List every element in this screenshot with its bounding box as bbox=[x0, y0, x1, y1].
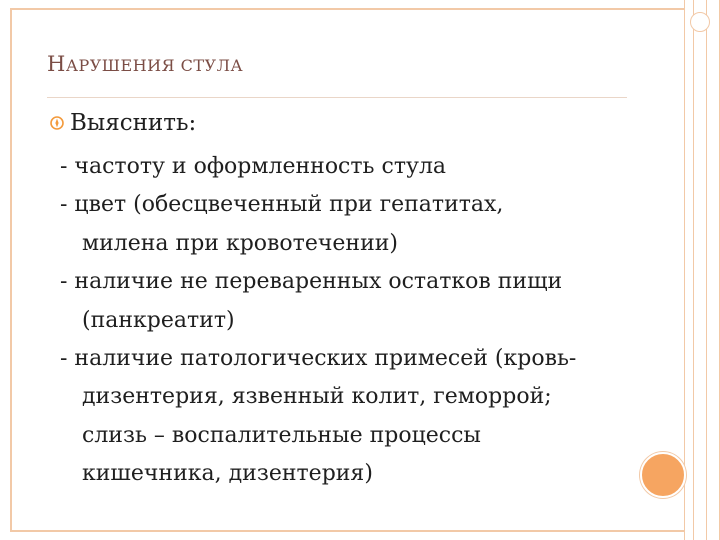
top-circle-icon bbox=[690, 12, 710, 32]
text-line: - наличие патологических примесей (кровь- bbox=[60, 345, 577, 371]
compass-bullet-icon bbox=[50, 116, 64, 130]
text-line: дизентерия, язвенный колит, геморрой; bbox=[82, 384, 552, 410]
text-line: милена при кровотечении) bbox=[82, 230, 398, 256]
text-line: - частоту и оформленность стула bbox=[60, 154, 447, 179]
slide-title bbox=[47, 52, 243, 76]
text-line: - наличие не переваренных остатков пищи bbox=[60, 269, 563, 295]
title-divider bbox=[47, 97, 627, 98]
text-line: кишечника, дизентерия) bbox=[82, 461, 373, 487]
text-line: слизь – воспалительные процессы bbox=[82, 422, 481, 448]
decorative-circle-icon bbox=[640, 452, 686, 498]
body-text bbox=[60, 148, 670, 494]
title-first-letter: Н bbox=[47, 52, 66, 76]
side-band-inner bbox=[693, 0, 707, 540]
bullet-label: Выяснить: bbox=[70, 110, 197, 136]
text-line: - цвет (обесцвеченный при гепатитах, bbox=[60, 192, 504, 218]
text-line: (панкреатит) bbox=[82, 307, 235, 333]
title-rest: АРУШЕНИЯ СТУЛА bbox=[65, 56, 244, 75]
